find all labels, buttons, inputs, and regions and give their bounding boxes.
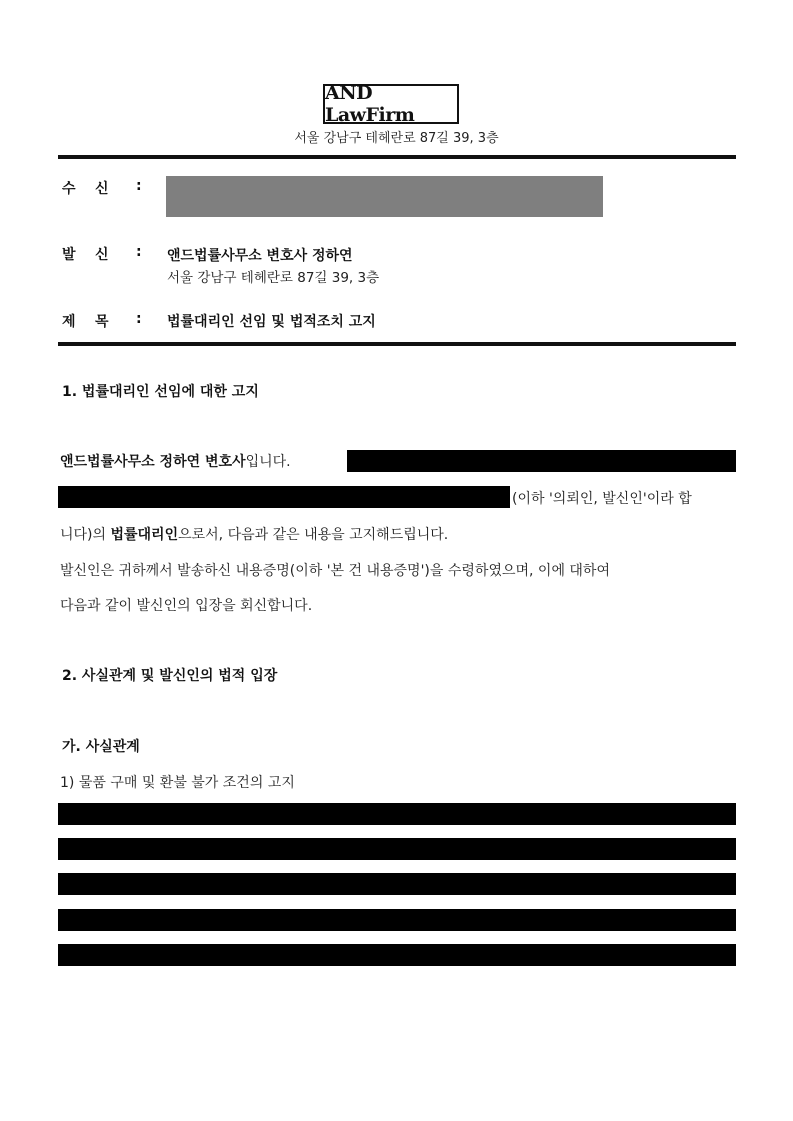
- subject-text: 법률대리인 선임 및 법적조치 고지: [167, 314, 376, 330]
- recipient-redaction: [166, 176, 603, 217]
- p1-rest: 입니다.: [245, 454, 291, 470]
- redaction-bar-7: [58, 944, 736, 966]
- firm-logo: [323, 84, 459, 124]
- item-1: 1) 물품 구매 및 환불 불가 조건의 고지: [60, 775, 295, 791]
- redaction-bar-6: [58, 909, 736, 931]
- firm-lawyer-name: 앤드법률사무소 정하연 변호사: [60, 454, 246, 470]
- header-bottom-divider: [58, 342, 736, 346]
- paragraph-line-2: (이하 '의뢰인, 발신인'이라 합: [512, 491, 692, 507]
- recipient-label: 수 신: [62, 181, 109, 197]
- redaction-bar-1: [347, 450, 736, 472]
- redaction-bar-3: [58, 803, 736, 825]
- section1-heading: 1. 법률대리인 선임에 대한 고지: [62, 384, 259, 400]
- sender-label: 발 신: [62, 247, 109, 263]
- sender-colon: :: [136, 244, 142, 260]
- subsection-heading: 가. 사실관계: [62, 739, 140, 755]
- subject-colon: :: [136, 311, 142, 327]
- legal-representative-term: 법률대리인: [110, 527, 179, 543]
- redaction-bar-2: [58, 486, 510, 508]
- paragraph-line-4: 발신인은 귀하께서 발송하신 내용증명(이하 '본 건 내용증명')을 수령하였으며, 이에 대하여: [60, 563, 610, 579]
- top-divider: [58, 155, 736, 159]
- logo-text: AND LawFirm: [325, 82, 415, 126]
- paragraph-line-1: [60, 451, 291, 471]
- sender-address: 서울 강남구 테헤란로 87길 39, 3층: [167, 270, 380, 286]
- section2-heading: 2. 사실관계 및 발신인의 법적 입장: [62, 668, 278, 684]
- subject-label: 제 목: [62, 314, 109, 330]
- paragraph-line-5: 다음과 같이 발신인의 입장을 회신합니다.: [60, 598, 313, 614]
- redaction-bar-4: [58, 838, 736, 860]
- letterhead-address: 서울 강남구 테헤란로 87길 39, 3층: [294, 131, 499, 146]
- paragraph-line-3: [60, 524, 448, 544]
- recipient-colon: :: [136, 178, 142, 194]
- p3-before: 니다)의: [60, 527, 111, 543]
- sender-name: 앤드법률사무소 변호사 정하연: [167, 248, 353, 264]
- p3-after: 으로서, 다음과 같은 내용을 고지해드립니다.: [178, 527, 449, 543]
- redaction-bar-5: [58, 873, 736, 895]
